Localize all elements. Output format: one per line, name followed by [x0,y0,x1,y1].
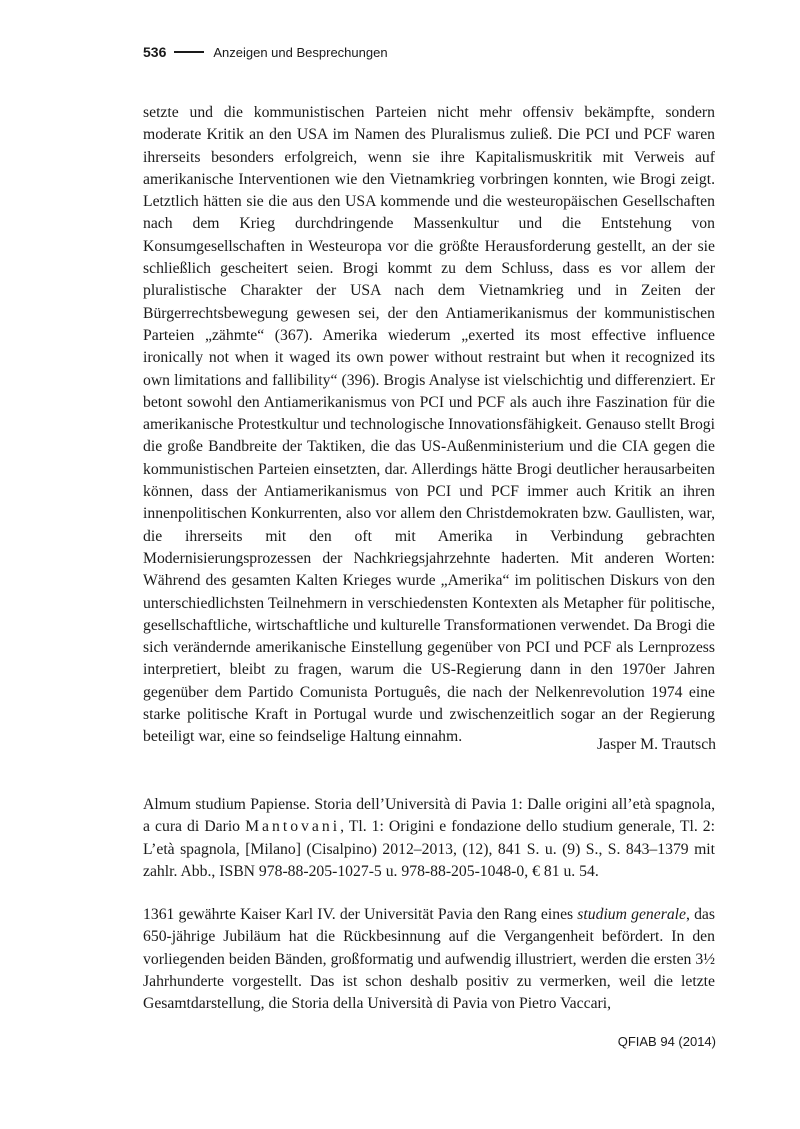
review-1-signature: Jasper M. Trautsch [597,736,716,753]
header-dash [174,51,204,53]
review-2-body [143,904,715,1015]
section-title: Anzeigen und Besprechungen [213,44,388,60]
body-text-rest: , das 650-jährige Jubiläum hat die Rückbesinnung auf die Vergangenheit befördert. In den vorliegenden beiden Bänden, großformatig und aufwendig illustriert, werden die ersten 3½ Jahrhunderte vorgestellt. Das ist schon deshalb positiv zu vermerken, weil die letzte Gesamtdarstellung, die Storia della Università di Pavia von Pietro Vaccari, [143,906,715,1013]
citation-editor: Mantovani [245,818,341,836]
review-2-citation [143,794,715,883]
review-1-body: setzte und die kommunistischen Parteien nicht mehr offensiv bekämpfte, sondern moderate Kritik an den USA im Namen des Pluralismus zuließ. Die PCI und PCF waren ihrerseits besonders erfolgreich, wenn sie ihre Kapitalismuskritik mit Verweis auf amerikanische Interventionen wie den Vietnamkrieg vorbringen konnten, wie Brogi zeigt. Letztlich hätten sie die aus den USA kommende und die westeuropäischen Gesellschaften nach dem Krieg durchdringende Massenkultur und die Entstehung von Konsumgesellschaften in Westeuropa vor die größte Herausforderung gestellt, an der sie schließlich gescheitert seien. Brogi kommt zu dem Schluss, dass es vor allem der pluralistische Charakter der USA nach dem Vietnamkrieg und in Zeiten der Bürgerrechtsbewegung gewesen sei, der den Antiamerikanismus der kommunistischen Parteien „zähmte“ (367). Amerika wiederum „exerted its most effective influence ironically not when it waged its own power without restraint but when it recognized its own limitations and fallibility“ (396). Brogis Analyse ist vielschichtig und differenziert. Er betont sowohl den Antiamerikanismus von PCI und PCF als auch ihre Faszination für die amerikanische Protestkultur und technologische Innovationsfähigkeit. Genauso stellt Brogi die große Bandbreite der Taktiken, die das US-Außenministerium und die CIA gegen die kommunistischen Parteien einsetzten, dar. Allerdings hätte Brogi deutlicher herausarbeiten können, dass der Antiamerikanismus von PCI und PCF immer auch Kritik an ihren innenpolitischen Konkurrenten, also vor allem den Christdemokraten bzw. Gaullisten, war, die ihrerseits mit den oft mit Amerika in Verbindung gebrachten Modernisierungsprozessen der Nachkriegsjahrzehnte haderten. Mit anderen Worten: Während des gesamten Kalten Krieges wurde „Amerika“ im politischen Diskurs von den unterschiedlichsten Teilnehmern in verschiedensten Kontexten als Metapher für politische, gesellschaftliche, wirtschaftliche und kulturelle Transformationen verwendet. Da Brogi die sich verändernde amerikanische Einstellung gegenüber von PCI und PCF als Lernprozess interpretiert, bleibt zu fragen, warum die US-Regierung dann in den 1970er Jahren gegenüber dem Partido Comunista Português, die nach der Nelkenrevolution 1974 eine starke politische Kraft in Portugal wurde und zwischenzeitlich sogar an der Regierung beteiligt war, eine so feindselige Haltung einnahm. [143,104,715,746]
journal-footer: QFIAB 94 (2014) [617,1034,716,1049]
body-italic-term: studium generale [577,906,687,923]
page-number: 536 [143,44,167,60]
citation-title: Almum studium Papiense. Storia dell’Università di Pavia 1: Dalle origini all’età spagnola, a cura di Dario [143,796,715,836]
body-text-start: 1361 gewährte Kaiser Karl IV. der Universität Pavia den Rang eines [143,906,578,923]
citation-details: , Tl. 1: Origini e fondazione dello studium generale, Tl. 2: L’età spagnola, [Milano] (Cisalpino) 2012–2013, (12), 841 S. u. (9) S., S. 843–1379 mit zahlr. Abb., ISBN 978-88-205-1027-5 u. 978-88-205-1048-0, € 81 u. 54. [143,818,715,880]
running-header [143,44,388,60]
